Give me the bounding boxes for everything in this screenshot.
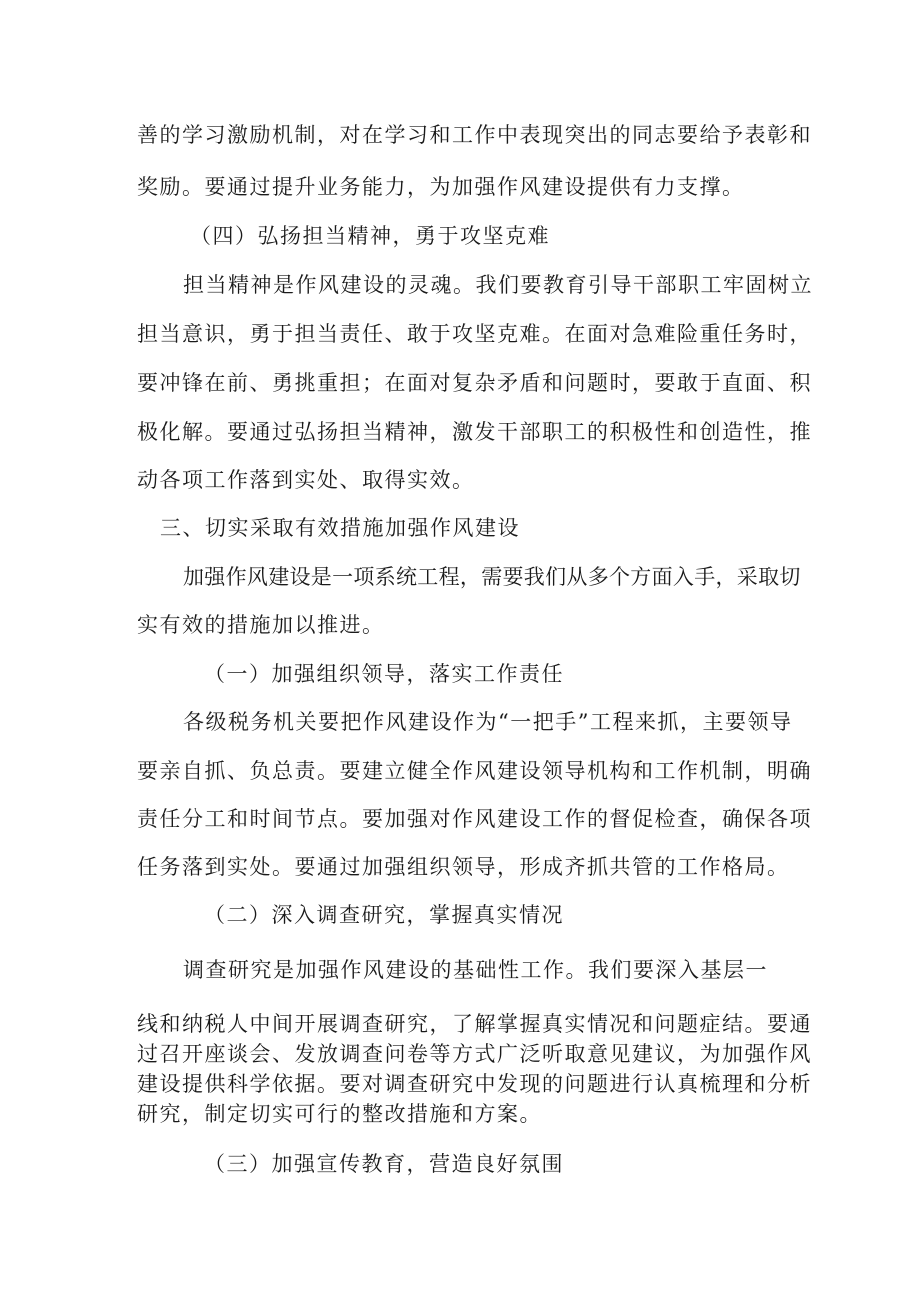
paragraph-line: 研究，制定切实可行的整改措施和方案。 (137, 1102, 542, 1126)
paragraph-line: 要亲自抓、负总责。要建立健全作风建设领导机构和工作机制，明确 (137, 759, 812, 783)
paragraph-line: 过召开座谈会、发放调查问卷等方式广泛听取意见建议，为加强作风 (137, 1042, 812, 1066)
paragraph-line: 任务落到实处。要通过加强组织领导，形成齐抓共管的工作格局。 (137, 855, 790, 879)
paragraph-line: 各级税务机关要把作风建设作为“一把手”工程来抓，主要领导 (183, 710, 793, 734)
paragraph-line: 责任分工和时间节点。要加强对作风建设工作的督促检查，确保各项 (137, 807, 812, 831)
section-heading: （三）加强宣传教育，营造良好氛围 (204, 1152, 564, 1176)
paragraph-line: 调查研究是加强作风建设的基础性工作。我们要深入基层一 (183, 958, 768, 982)
paragraph-line: 善的学习激励机制，对在学习和工作中表现突出的同志要给予表彰和 (137, 123, 812, 147)
paragraph-line: 极化解。要通过弘扬担当精神，激发干部职工的积极性和创造性，推 (137, 420, 812, 444)
paragraph-line: 担当意识，勇于担当责任、敢于攻坚克难。在面对急难险重任务时， (137, 322, 812, 346)
chapter-heading: 三、切实采取有效措施加强作风建设 (160, 516, 520, 540)
paragraph-line: 要冲锋在前、勇挑重担；在面对复杂矛盾和问题时，要敢于直面、积 (137, 371, 812, 395)
paragraph-line: 动各项工作落到实处、取得实效。 (137, 468, 475, 492)
section-heading: （二）深入调查研究，掌握真实情况 (204, 903, 564, 927)
paragraph-line: 奖励。要通过提升业务能力，为加强作风建设提供有力支撑。 (137, 175, 745, 199)
paragraph-line: 担当精神是作风建设的灵魂。我们要教育引导干部职工牢固树立 (183, 273, 813, 297)
section-heading: （四）弘扬担当精神，勇于攻坚克难 (190, 224, 550, 248)
paragraph-line: 加强作风建设是一项系统工程，需要我们从多个方面入手，采取切 (183, 565, 801, 589)
paragraph-line: 线和纳税人中间开展调查研究，了解掌握真实情况和问题症结。要通 (137, 1012, 812, 1036)
paragraph-line: 实有效的措施加以推进。 (137, 613, 385, 637)
section-heading: （一）加强组织领导，落实工作责任 (204, 662, 564, 686)
paragraph-line: 建设提供科学依据。要对调查研究中发现的问题进行认真梳理和分析 (137, 1072, 812, 1096)
